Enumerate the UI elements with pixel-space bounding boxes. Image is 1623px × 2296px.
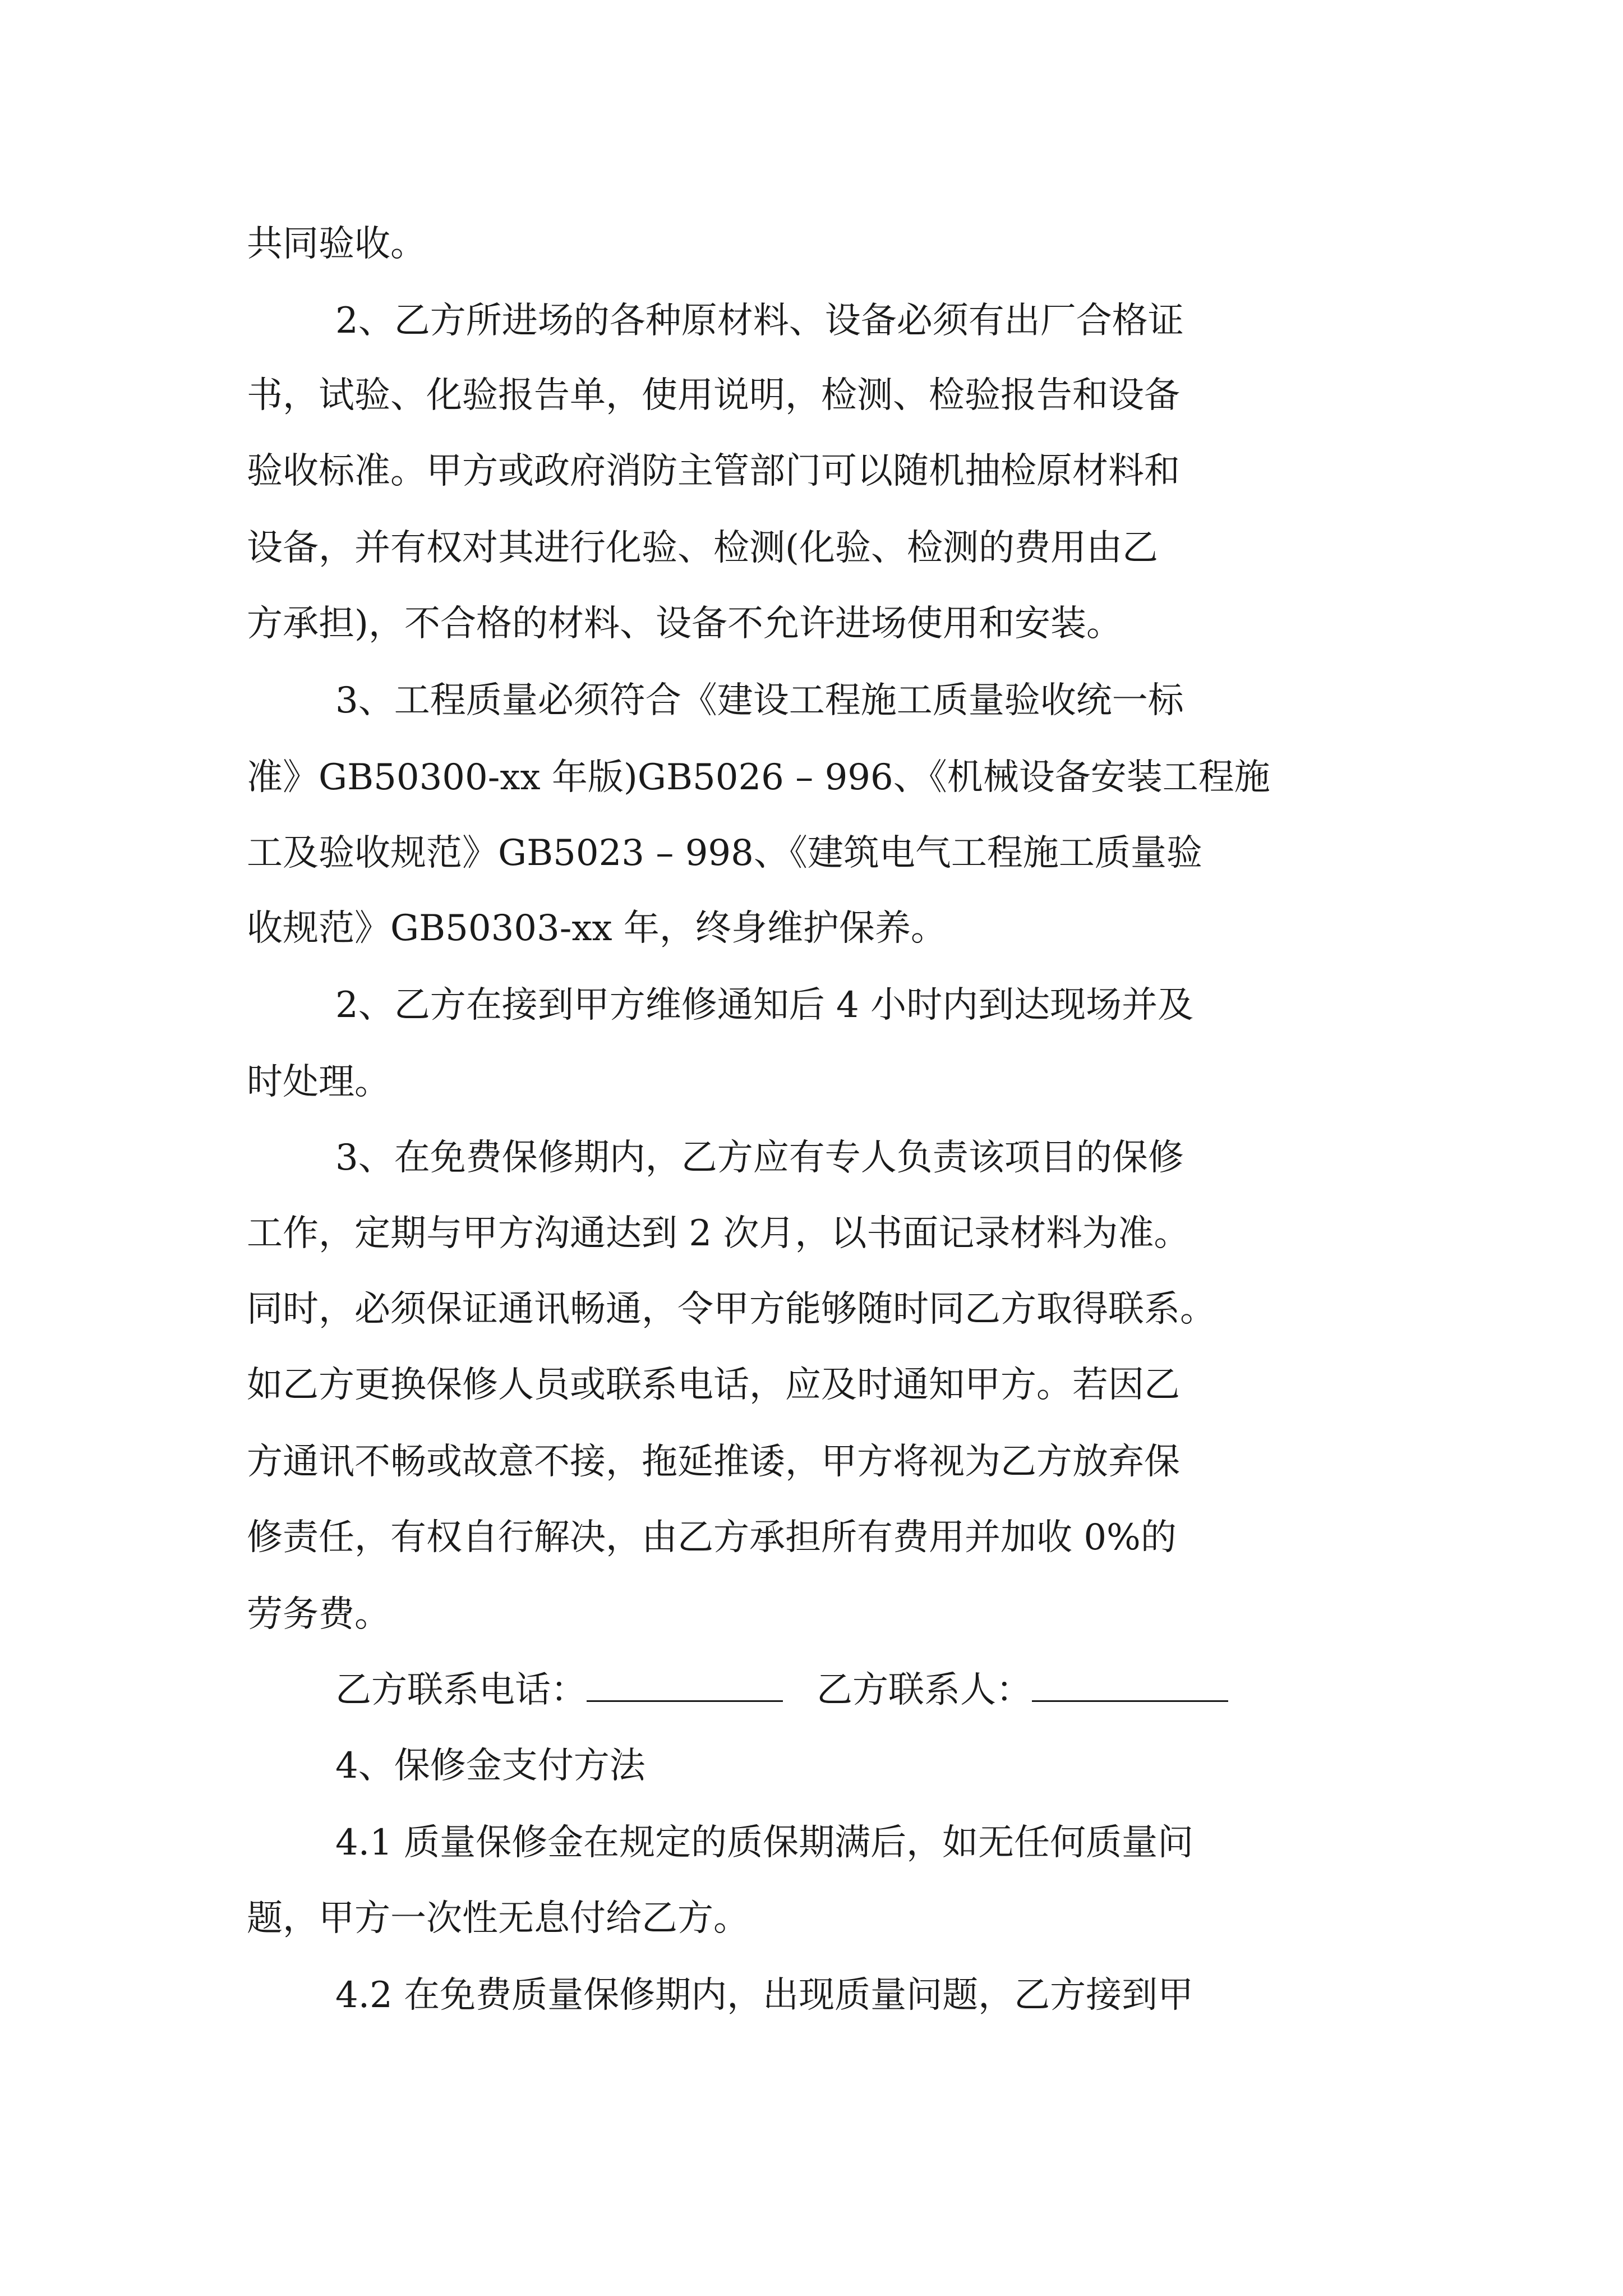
text-line: 工作，定期与甲方沟通达到 2 次月，以书面记录材料为准。 — [247, 1213, 1190, 1254]
contact-person-label: 乙方联系人： — [817, 1669, 1032, 1711]
text-line: 收规范》GB50303-xx 年，终身维护保养。 — [247, 908, 947, 949]
text-line: 方承担)，不合格的材料、设备不允许进场使用和安装。 — [247, 603, 1122, 645]
contact-phone-label: 乙方联系电话： — [335, 1669, 587, 1711]
text-line: 同时，必须保证通讯畅通，令甲方能够随时同乙方取得联系。 — [247, 1289, 1216, 1330]
text-line: 3、在免费保修期内，乙方应有专人负责该项目的保修 — [335, 1137, 1184, 1179]
text-line: 劳务费。 — [247, 1594, 390, 1635]
text-line: 设备，并有权对其进行化验、检测(化验、检测的费用由乙 — [247, 527, 1158, 569]
text-line: 4.1 质量保修金在规定的质保期满后，如无任何质量问 — [335, 1822, 1194, 1864]
text-line: 验收标准。甲方或政府消防主管部门可以随机抽检原材料和 — [247, 450, 1180, 492]
text-line: 书，试验、化验报告单，使用说明，检测、检验报告和设备 — [247, 375, 1180, 416]
contact-line — [0, 1668, 1623, 1713]
text-line: 2、乙方所进场的各种原材料、设备必须有出厂合格证 — [335, 300, 1184, 342]
text-line: 2、乙方在接到甲方维修通知后 4 小时内到达现场并及 — [335, 984, 1194, 1026]
text-line: 修责任，有权自行解决，由乙方承担所有费用并加收 0%的 — [247, 1517, 1177, 1558]
text-line: 时处理。 — [247, 1061, 390, 1103]
section-heading: 4、保修金支付方法 — [335, 1745, 645, 1787]
text-line: 共同验收。 — [247, 223, 426, 265]
text-line: 如乙方更换保修人员或联系电话，应及时通知甲方。若因乙 — [247, 1364, 1180, 1406]
contact-phone-blank — [587, 1670, 783, 1702]
text-line: 4.2 在免费质量保修期内，出现质量问题，乙方接到甲 — [335, 1975, 1194, 2016]
text-line: 方通讯不畅或故意不接，拖延推诿，甲方将视为乙方放弃保 — [247, 1441, 1180, 1483]
text-line: 题，甲方一次性无息付给乙方。 — [247, 1898, 749, 1939]
contact-person-blank — [1032, 1670, 1228, 1702]
text-line: 准》GB50300-xx 年版)GB5026 – 996、《机械设备安装工程施 — [247, 757, 1270, 798]
text-line: 工及验收规范》GB5023 – 998、《建筑电气工程施工质量验 — [247, 832, 1202, 874]
text-line: 3、工程质量必须符合《建设工程施工质量验收统一标 — [335, 680, 1184, 721]
